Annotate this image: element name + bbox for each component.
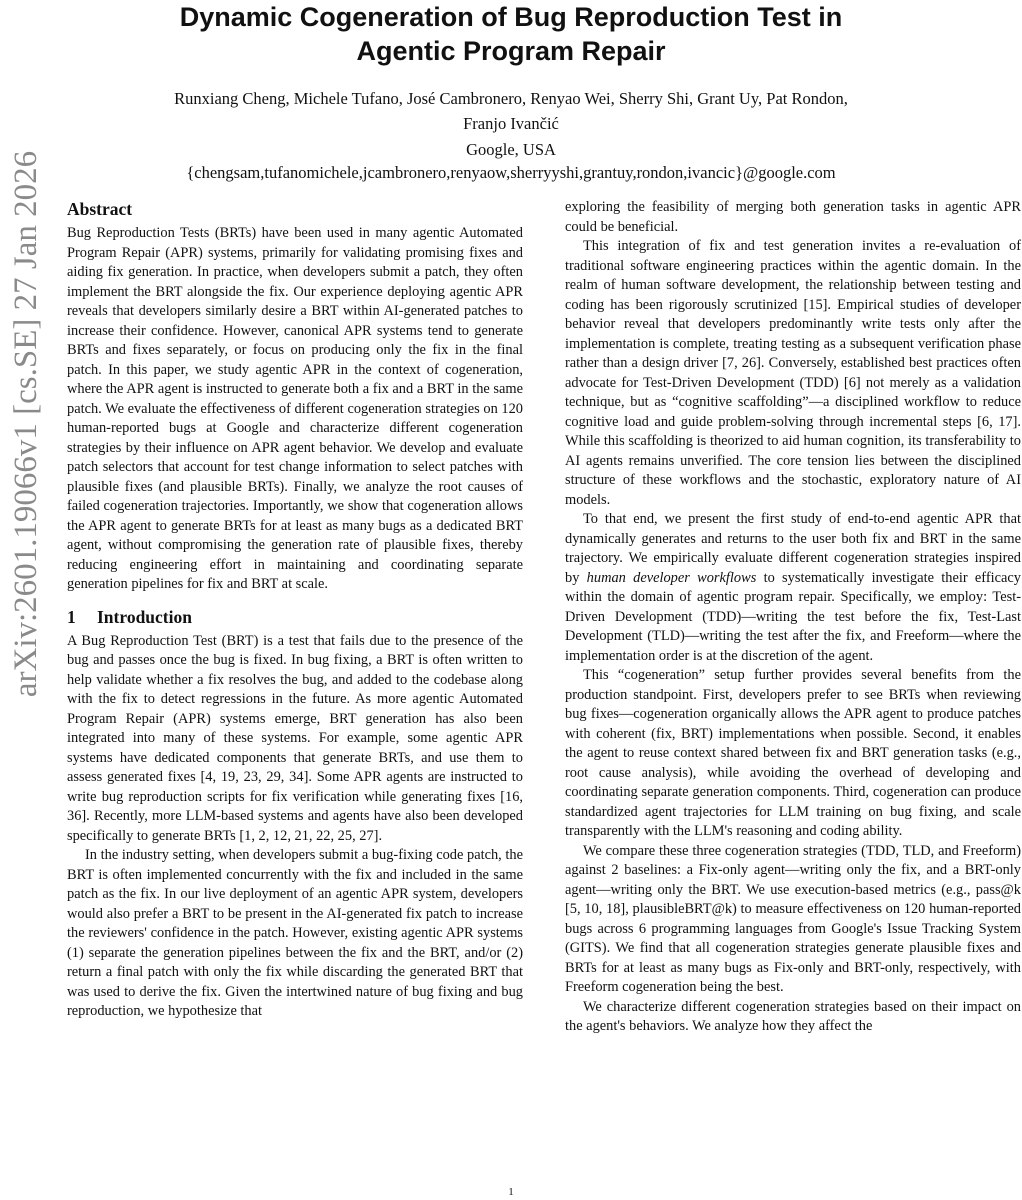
section-title: Introduction: [97, 606, 192, 627]
abstract-heading: Abstract: [67, 199, 133, 219]
arxiv-identifier: arXiv:2601.19066v1 [cs.SE] 27 Jan 2026: [8, 150, 44, 698]
title-line-2: Agentic Program Repair: [356, 36, 666, 66]
affiliation: Google, USA: [466, 140, 556, 159]
paragraph-text-end: to systematically investigate their efficacy within the domain of agentic program repair. Specifically, we employ: Test-Driven Development (TDD)—writing the test before the fix, Test-Last Development (TLD)—writing the test after the fix, and Freeform—where the implementation order is at the discretion of the agent.: [565, 569, 1021, 664]
abstract-text: Bug Reproduction Tests (BRTs) have been used in many agentic Automated Program Repair (APR) systems, primarily for validating promising fixes and aiding fix generation. In practice, when developers submit a patch, they often implement the BRT alongside the fix. Our experience deploying agentic APR reveals that developers similarly desire a BRT within AI-generated patches to increase their confidence. However, canonical APR systems tend to generate BRTs and fixes separately, or focus on producing only the fix in the final patch. In this paper, we study agentic APR in the context of cogeneration, where the APR agent is instructed to generate both a fix and a BRT in the same patch. We evaluate the effectiveness of different cogeneration strategies on 120 human-reported bugs at Google and characterize different cogeneration strategies by their influence on APR agent behavior. We develop and evaluate patch selectors that account for test change information to select patches with plausible fixes (and plausible BRTs). Finally, we analyze the root causes of failed cogeneration trajectories. Importantly, we show that cogeneration allows the APR agent to generate BRTs for at least as many bugs as a dedicated BRT agent, without compromising the generation rate of plausible fixes, thereby reducing engineering effort in maintaining and coordinating separate generation pipelines for fix and BRT at scale.: [67, 225, 523, 592]
left-column: [67, 198, 523, 1022]
paragraph-text-start: To that end, we present the first study of end-to-end agentic APR that dynamically generates and returns to the user both fix and BRT in the same trajectory. We empirically evaluate different cogeneration strategies inspired by: [565, 511, 1021, 586]
paper-title: [0, 0, 1022, 68]
page-number: 1: [508, 1186, 514, 1198]
intro-paragraph-2: In the industry setting, when developers submit a bug-fixing code patch, the BRT is often implemented concurrently with the fix and included in the same patch as the fix. In our live deployment of an agentic APR system, developers would also prefer a BRT to be present in the AI-generated fix patch to increase the reviewers' confidence in the patch. However, existing agentic APR systems (1) separate the generation pipelines between the fix and the BRT, and/or (2) return a final patch with only the fix while discarding the generated BRT that was used to derive the fix. Given the intertwined nature of bug fixing and bug reproduction, we hypothesize that: [67, 847, 523, 1019]
intro-paragraph-3: exploring the feasibility of merging both generation tasks in agentic APR could be beneficial.: [565, 199, 1021, 235]
authors-line-1: Runxiang Cheng, Michele Tufano, José Cambronero, Renyao Wei, Sherry Shi, Grant Uy, Pat Rondon,: [174, 89, 848, 108]
intro-paragraph-6: This “cogeneration” setup further provides several benefits from the production standpoint. First, developers prefer to see BRTs when reviewing bug fixes—cogeneration organically allows the APR agent to produce patches with coherent (fix, BRT) implementations when possible. Second, it enables the agent to reuse context shared between fix and BRT generation tasks (e.g., root cause analysis), while avoiding the overhead of developing and coordinating separate generation components. Third, cogeneration can produce standardized agent trajectories for LLM training on bug fixing, and scale transparently with the LLM's reasoning and coding ability.: [565, 667, 1021, 839]
authors-line-2: Franjo Ivančić: [463, 114, 559, 133]
intro-paragraph-5: [565, 510, 1021, 666]
intro-paragraph-4: This integration of fix and test generation invites a re-evaluation of traditional software engineering practices within the agentic domain. In the realm of human software development, the relationship between testing and coding has been rigorously scrutinized [15]. Empirical studies of developer behavior reveal that developers predominantly write tests only after the implementation is complete, treating testing as a subsequent verification phase rather than a design driver [7, 26]. Conversely, established best practices often advocate for Test-Driven Development (TDD) [6] not merely as a validation technique, but as “cognitive scaffolding”—a disciplined workflow to reduce cognitive load and guide problem-solving through incremental steps [6, 17]. While this scaffolding is theorized to aid human cognition, its transferability to AI agents remains unverified. The core tension lies between the disciplined structure of these workflows and the stochastic, exploratory nature of AI models.: [565, 238, 1021, 508]
right-column: [565, 198, 1021, 1037]
intro-paragraph-8: We characterize different cogeneration strategies based on their impact on the agent's behaviors. We analyze how they affect the: [565, 998, 1021, 1034]
title-line-1: Dynamic Cogeneration of Bug Reproduction Test in: [179, 2, 843, 32]
author-list: [60, 86, 962, 136]
section-number: 1: [67, 606, 76, 627]
emphasized-phrase: human developer workflows: [586, 569, 757, 586]
introduction-heading: [67, 606, 523, 628]
intro-paragraph-7: We compare these three cogeneration strategies (TDD, TLD, and Freeform) against 2 baselines: a Fix-only agent—writing only the fix, and a BRT-only agent—writing only the BRT. We use execution-based metrics (e.g., pass@k [5, 10, 18], plausibleBRT@k) to measure effectiveness on 120 human-reported bugs across 6 programming languages from Google's Issue Tracking System (GITS). We find that all cogeneration strategies generate plausible fixes and BRTs for at least as many bugs as Fix-only and BRT-only, respectively, with Freeform cogeneration being the best.: [565, 842, 1021, 995]
author-emails: {chengsam,tufanomichele,jcambronero,renyaow,sherryyshi,grantuy,rondon,ivancic}@google.com: [186, 163, 836, 182]
intro-paragraph-1: A Bug Reproduction Test (BRT) is a test that fails due to the presence of the bug and passes once the bug is fixed. In bug fixing, a BRT is often written to help validate whether a fix resolves the bug, and added to the codebase along with the fix to detect regressions in the future. As more agentic Automated Program Repair (APR) systems emerge, BRT generation has also been integrated into many of these systems. For example, some agentic APR systems have dedicated components that generate BRTs, and use them to assess generated fixes [4, 19, 23, 29, 34]. Some APR agents are instructed to write bug reproduction scripts for fix verification while generating fixes [16, 36]. Recently, more LLM-based systems and agents have also been developed specifically to generate BRTs [1, 2, 12, 21, 22, 25, 27].: [67, 632, 523, 844]
